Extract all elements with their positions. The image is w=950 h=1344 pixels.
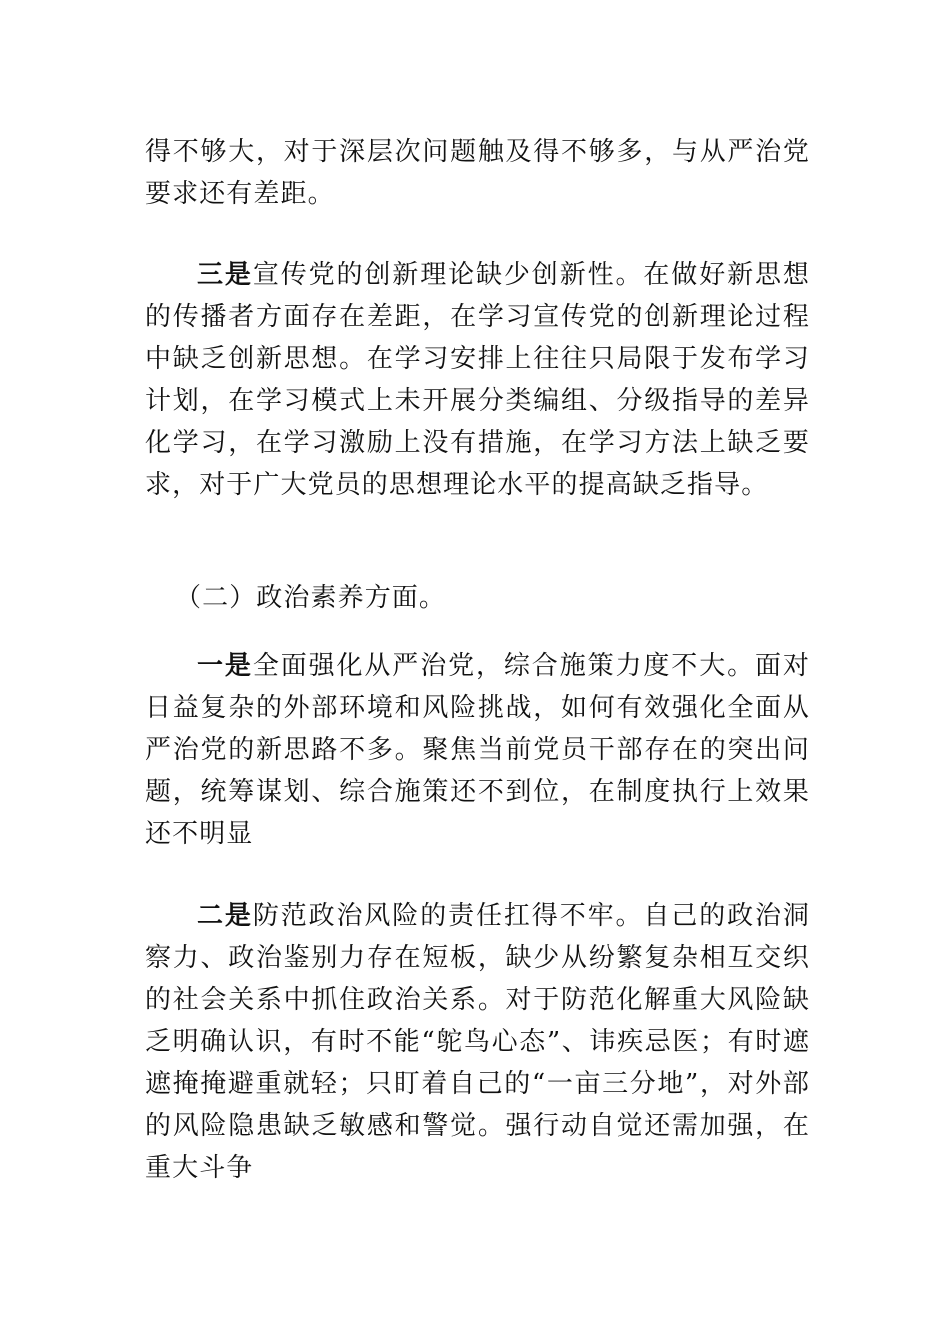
paragraph-point-one <box>145 645 810 855</box>
paragraph-point-two <box>145 895 810 1189</box>
section-heading-text: （二）政治素养方面。 <box>175 583 447 613</box>
paragraph-text: 得不够大，对于深层次问题触及得不够多，与从严治党要求还有差距。 <box>145 137 810 209</box>
paragraph-continuation <box>145 131 810 215</box>
paragraph-lead: 一是 <box>197 651 253 681</box>
paragraph-lead: 二是 <box>197 901 253 931</box>
paragraph-text: 防范政治风险的责任扛得不牢。自己的政治洞察力、政治鉴别力存在短板，缺少从纷繁复杂相互交织的社会关系中抓住政治关系。对于防范化解重大风险缺乏明确认识，有时不能“鸵鸟心态”、讳疾忌医；有时遮遮掩掩避重就轻；只盯着自己的“一亩三分地”，对外部的风险隐患缺乏敏感和警觉。强行动自觉还需加强，在重大斗争 <box>145 901 810 1183</box>
paragraph-text: 宣传党的创新理论缺少创新性。在做好新思想的传播者方面存在差距，在学习宣传党的创新理论过程中缺乏创新思想。在学习安排上往往只局限于发布学习计划，在学习模式上未开展分类编组、分级指导的差异化学习，在学习激励上没有措施，在学习方法上缺乏要求，对于广大党员的思想理论水平的提高缺乏指导。 <box>145 260 810 500</box>
paragraph-text: 全面强化从严治党，综合施策力度不大。面对日益复杂的外部环境和风险挑战，如何有效强化全面从严治党的新思路不多。聚焦当前党员干部存在的突出问题，统筹谋划、综合施策还不到位，在制度执行上效果还不明显 <box>145 651 810 849</box>
paragraph-lead: 三是 <box>197 260 253 290</box>
section-heading <box>175 577 446 619</box>
paragraph-point-three <box>145 254 810 506</box>
